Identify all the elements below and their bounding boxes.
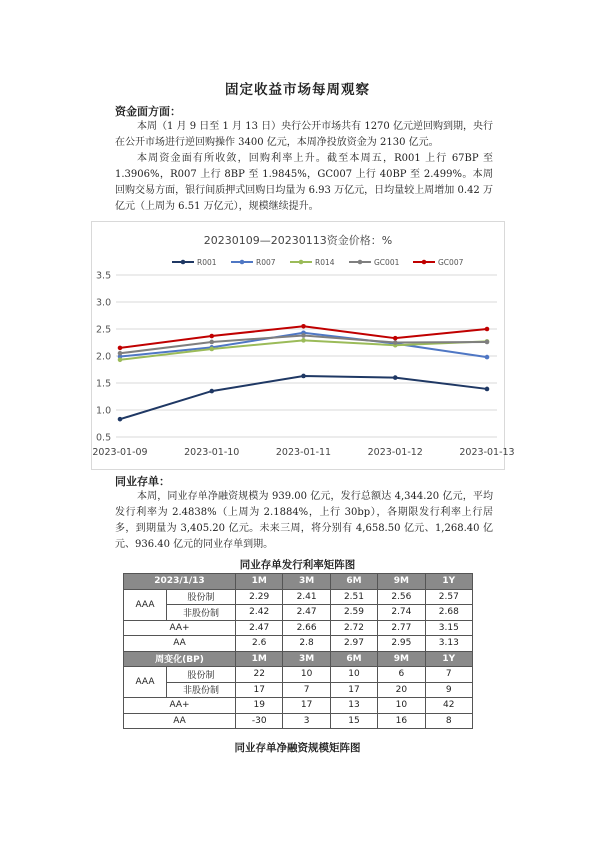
group-cell: AAA bbox=[124, 667, 167, 698]
table-cell: 10 bbox=[283, 667, 330, 683]
header-cell: 1M bbox=[236, 574, 283, 590]
data-point-r001 bbox=[301, 374, 306, 379]
header-cell: 6M bbox=[330, 651, 377, 667]
legend-label: R001 bbox=[197, 258, 217, 267]
table-cell: 2.47 bbox=[236, 620, 283, 636]
header-cell: 3M bbox=[283, 651, 330, 667]
header-cell: 1M bbox=[236, 651, 283, 667]
table-cell: 2.42 bbox=[236, 605, 283, 621]
legend-marker-gc007 bbox=[422, 260, 427, 265]
header-cell: 6M bbox=[330, 574, 377, 590]
header-cell: 1Y bbox=[425, 574, 472, 590]
table-cell: 42 bbox=[425, 698, 472, 714]
table-cell: -30 bbox=[236, 713, 283, 729]
table-cell: 10 bbox=[330, 667, 377, 683]
table-cell: 2.8 bbox=[283, 636, 330, 652]
section-heading-funding: 资金面方面： bbox=[115, 105, 181, 118]
table-cell: 8 bbox=[425, 713, 472, 729]
table-row bbox=[124, 636, 473, 652]
table-row bbox=[124, 713, 473, 729]
y-tick-label: 0.5 bbox=[96, 432, 112, 444]
data-point-r014 bbox=[118, 357, 123, 362]
header-cell: 9M bbox=[378, 651, 425, 667]
table-cell: 16 bbox=[378, 713, 425, 729]
legend-marker-r001 bbox=[181, 260, 186, 265]
table-header-row bbox=[124, 651, 473, 667]
table-row bbox=[124, 605, 473, 621]
data-point-gc001 bbox=[485, 340, 490, 345]
table-cell: 19 bbox=[236, 698, 283, 714]
data-point-gc007 bbox=[301, 324, 306, 329]
y-tick-label: 1.0 bbox=[96, 405, 112, 417]
header-cell: 2023/1/13 bbox=[124, 574, 236, 590]
table-cell: 2.97 bbox=[330, 636, 377, 652]
y-tick-label: 3.5 bbox=[96, 270, 112, 282]
legend-label: R007 bbox=[256, 258, 276, 267]
row-label: 股份制 bbox=[167, 667, 236, 683]
table-cell: 13 bbox=[330, 698, 377, 714]
table-cell: 3.15 bbox=[425, 620, 472, 636]
data-point-r014 bbox=[301, 338, 306, 343]
table-row bbox=[124, 698, 473, 714]
table-cell: 2.6 bbox=[236, 636, 283, 652]
legend-label: GC007 bbox=[438, 258, 464, 267]
paragraph-repo-rates: 本周资金面有所收敛，回购利率上升。截至本周五，R001 上行 67BP 至 1.3906%，R007 上行 8BP 至 1.9845%，GC007 上行 40BP 至 2.499%。本周回购交易方面，银行间质押式回购日均量为 6.93 万亿元，日均量较上周增加 0.42 万亿元（上周为 6.51 万亿元），规模继续提升。 bbox=[115, 153, 493, 212]
table-caption-bottom: 同业存单净融资规模矩阵图 bbox=[234, 742, 361, 754]
table-cell: 2.47 bbox=[283, 605, 330, 621]
chart-title: 20230109—20230113资金价格：% bbox=[203, 234, 393, 247]
table-cell: 2.51 bbox=[330, 589, 377, 605]
x-tick-label: 2023-01-09 bbox=[92, 447, 148, 458]
data-point-r001 bbox=[209, 389, 214, 394]
data-point-gc007 bbox=[118, 346, 123, 351]
table-cell: 2.72 bbox=[330, 620, 377, 636]
x-tick-label: 2023-01-12 bbox=[367, 447, 423, 458]
legend-marker-r014 bbox=[299, 260, 304, 265]
group-cell: AAA bbox=[124, 589, 167, 620]
table-cell: 2.59 bbox=[330, 605, 377, 621]
table-cell: 17 bbox=[236, 682, 283, 698]
table-cell: 2.29 bbox=[236, 589, 283, 605]
row-label: AA+ bbox=[124, 620, 236, 636]
data-point-gc007 bbox=[393, 336, 398, 341]
header-cell: 9M bbox=[378, 574, 425, 590]
legend-marker-gc001 bbox=[358, 260, 363, 265]
data-point-r001 bbox=[118, 417, 123, 422]
table-caption-top: 同业存单发行利率矩阵图 bbox=[239, 559, 356, 571]
row-label: 非股份制 bbox=[167, 682, 236, 698]
data-point-r001 bbox=[485, 387, 490, 392]
table-cell: 9 bbox=[425, 682, 472, 698]
funding-rate-chart bbox=[91, 221, 515, 470]
table-header-row bbox=[124, 574, 473, 590]
table-cell: 17 bbox=[330, 682, 377, 698]
table-cell: 2.95 bbox=[378, 636, 425, 652]
data-point-gc007 bbox=[485, 327, 490, 332]
series-line-r001 bbox=[120, 376, 487, 419]
table-cell: 2.56 bbox=[378, 589, 425, 605]
page-title: 固定收益市场每周观察 bbox=[225, 82, 370, 98]
chart-canvas bbox=[92, 222, 515, 469]
x-tick-label: 2023-01-13 bbox=[459, 447, 515, 458]
y-tick-label: 2.5 bbox=[96, 324, 112, 336]
row-label: AA bbox=[124, 713, 236, 729]
data-point-r001 bbox=[393, 375, 398, 380]
row-label: 股份制 bbox=[167, 589, 236, 605]
data-point-r014 bbox=[209, 347, 214, 352]
legend-marker-r007 bbox=[240, 260, 245, 265]
x-tick-label: 2023-01-11 bbox=[275, 447, 332, 458]
data-point-gc001 bbox=[209, 340, 214, 345]
table-cell: 2.77 bbox=[378, 620, 425, 636]
row-label: AA+ bbox=[124, 698, 236, 714]
data-point-gc001 bbox=[393, 340, 398, 345]
table-row bbox=[124, 589, 473, 605]
data-point-gc007 bbox=[209, 334, 214, 339]
table-cell: 2.57 bbox=[425, 589, 472, 605]
table-cell: 20 bbox=[378, 682, 425, 698]
table-cell: 2.74 bbox=[378, 605, 425, 621]
header-cell: 周变化(BP) bbox=[124, 651, 236, 667]
table-cell: 3 bbox=[283, 713, 330, 729]
header-cell: 1Y bbox=[425, 651, 472, 667]
table-cell: 7 bbox=[283, 682, 330, 698]
x-tick-label: 2023-01-10 bbox=[184, 447, 240, 458]
table-cell: 10 bbox=[378, 698, 425, 714]
data-point-gc001 bbox=[118, 351, 123, 356]
data-point-r007 bbox=[485, 355, 490, 360]
ncd-matrix-table bbox=[123, 573, 473, 729]
table-cell: 2.66 bbox=[283, 620, 330, 636]
legend-label: GC001 bbox=[374, 258, 400, 267]
header-cell: 3M bbox=[283, 574, 330, 590]
table-cell: 2.41 bbox=[283, 589, 330, 605]
table-row bbox=[124, 667, 473, 683]
section-heading-ncd: 同业存单： bbox=[115, 475, 170, 488]
row-label: 非股份制 bbox=[167, 605, 236, 621]
table-cell: 2.68 bbox=[425, 605, 472, 621]
paragraph-ncd: 本周，同业存单净融资规模为 939.00 亿元，发行总额达 4,344.20 亿元，平均发行利率为 2.4838%（上周为 2.1884%，上行 30bp），各期限发行利率上行居多，到期量为 3,405.20 亿元。未来三周，将分别有 4,658.50 亿元、1,268.40 亿元、936.40 亿元的同业存单到期。 bbox=[115, 491, 493, 550]
y-tick-label: 1.5 bbox=[96, 378, 112, 390]
table-cell: 6 bbox=[378, 667, 425, 683]
row-label: AA bbox=[124, 636, 236, 652]
table-cell: 22 bbox=[236, 667, 283, 683]
y-tick-label: 3.0 bbox=[96, 297, 112, 309]
table-cell: 15 bbox=[330, 713, 377, 729]
table-cell: 7 bbox=[425, 667, 472, 683]
table-cell: 17 bbox=[283, 698, 330, 714]
paragraph-open-market: 本周（1 月 9 日至 1 月 13 日）央行公开市场共有 1270 亿元逆回购到期，央行在公开市场进行逆回购操作 3400 亿元，本周净投放资金为 2130 亿元。 bbox=[115, 121, 493, 148]
table-row bbox=[124, 682, 473, 698]
legend-label: R014 bbox=[315, 258, 335, 267]
table-cell: 3.13 bbox=[425, 636, 472, 652]
table-row bbox=[124, 620, 473, 636]
data-point-gc001 bbox=[301, 333, 306, 338]
y-tick-label: 2.0 bbox=[96, 351, 112, 363]
